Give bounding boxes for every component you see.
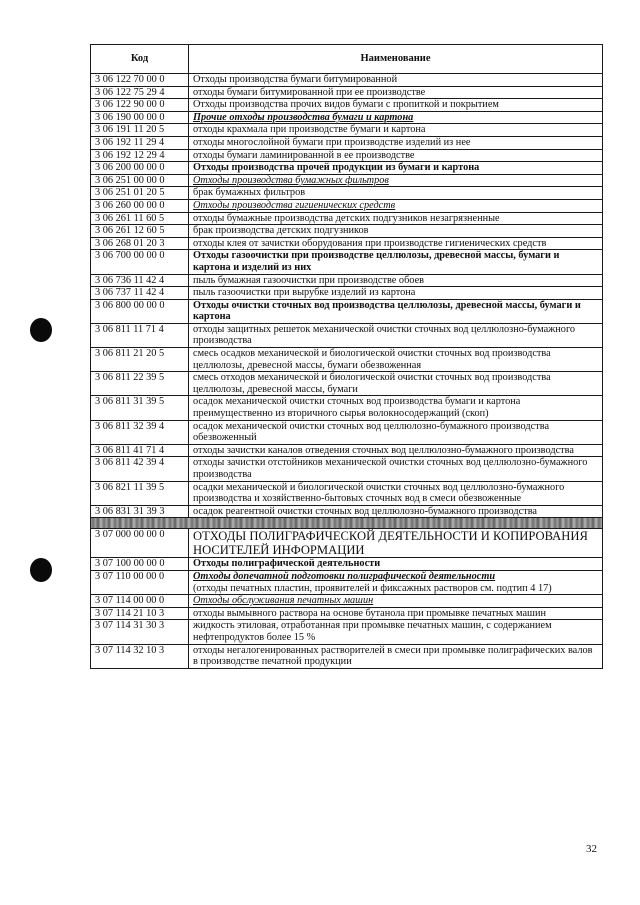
name-cell: Отходы газоочистки при производстве целлюлозы, древесной массы, бумаги и картона и изделий из них bbox=[189, 250, 603, 274]
table-row bbox=[91, 162, 603, 175]
name-cell bbox=[189, 570, 603, 594]
code-cell: 3 06 122 90 00 0 bbox=[91, 99, 189, 112]
code-cell: 3 06 191 11 20 5 bbox=[91, 124, 189, 137]
table-row bbox=[91, 481, 603, 505]
name-note: (отходы печатных пластин, проявителей и фиксажных растворов см. подтип 4 17) bbox=[193, 582, 552, 594]
code-cell: 3 06 821 11 39 5 bbox=[91, 481, 189, 505]
table-row bbox=[91, 299, 603, 323]
waste-codes-table bbox=[90, 44, 603, 669]
name-cell: осадок механической очистки сточных вод целлюлозно-бумажного производства обезвоженный bbox=[189, 420, 603, 444]
code-cell: 3 06 831 31 39 3 bbox=[91, 505, 189, 518]
table-row bbox=[91, 111, 603, 124]
code-cell: 3 06 811 22 39 5 bbox=[91, 372, 189, 396]
table-header-row bbox=[91, 45, 603, 74]
table-row bbox=[91, 396, 603, 420]
code-cell: 3 06 261 11 60 5 bbox=[91, 212, 189, 225]
table-row bbox=[91, 86, 603, 99]
table-row bbox=[91, 570, 603, 594]
name-cell: Отходы производства прочей продукции из бумаги и картона bbox=[189, 162, 603, 175]
code-cell: 3 06 122 70 00 0 bbox=[91, 74, 189, 87]
table-row bbox=[91, 187, 603, 200]
code-cell: 3 06 122 75 29 4 bbox=[91, 86, 189, 99]
table-row bbox=[91, 348, 603, 372]
table-row bbox=[91, 250, 603, 274]
table-row bbox=[91, 274, 603, 287]
code-cell: 3 06 811 21 20 5 bbox=[91, 348, 189, 372]
table-row bbox=[91, 457, 603, 481]
code-cell: 3 07 114 21 10 3 bbox=[91, 607, 189, 620]
punch-hole-top bbox=[30, 318, 52, 342]
name-cell: отходы бумаги ламинированной в ее производстве bbox=[189, 149, 603, 162]
code-cell: 3 07 000 00 00 0 bbox=[91, 529, 189, 558]
name-cell: пыль бумажная газоочистки при производстве обоев bbox=[189, 274, 603, 287]
name-cell: Отходы производства бумажных фильтров bbox=[189, 174, 603, 187]
divider-cell bbox=[91, 518, 603, 529]
table-row bbox=[91, 124, 603, 137]
codes-table-wrapper bbox=[90, 44, 602, 669]
code-cell: 3 07 110 00 00 0 bbox=[91, 570, 189, 594]
punch-hole-bottom bbox=[30, 558, 52, 582]
table-row bbox=[91, 136, 603, 149]
code-cell: 3 06 811 31 39 5 bbox=[91, 396, 189, 420]
table-row bbox=[91, 607, 603, 620]
name-cell: брак производства детских подгузников bbox=[189, 225, 603, 238]
name-cell: отходы клея от зачистки оборудования при производстве гигиенических средств bbox=[189, 237, 603, 250]
code-cell: 3 06 811 11 71 4 bbox=[91, 323, 189, 347]
table-row bbox=[91, 74, 603, 87]
code-cell: 3 07 100 00 00 0 bbox=[91, 558, 189, 571]
name-cell: Отходы производства гигиенических средств bbox=[189, 199, 603, 212]
name-cell: Отходы производства прочих видов бумаги с пропиткой и покрытием bbox=[189, 99, 603, 112]
code-cell: 3 06 200 00 00 0 bbox=[91, 162, 189, 175]
name-cell: Отходы производства бумаги битумированной bbox=[189, 74, 603, 87]
code-cell: 3 06 800 00 00 0 bbox=[91, 299, 189, 323]
code-cell: 3 06 811 42 39 4 bbox=[91, 457, 189, 481]
table-row bbox=[91, 444, 603, 457]
table-row bbox=[91, 529, 603, 558]
name-cell: осадок реагентной очистки сточных вод целлюлозно-бумажного производства bbox=[189, 505, 603, 518]
name-cell: отходы крахмала при производстве бумаги и картона bbox=[189, 124, 603, 137]
table-row bbox=[91, 558, 603, 571]
table-row bbox=[91, 212, 603, 225]
name-cell: отходы вымывного раствора на основе бутанола при промывке печатных машин bbox=[189, 607, 603, 620]
header-code: Код bbox=[91, 45, 189, 74]
table-row bbox=[91, 225, 603, 238]
name-cell: осадки механической и биологической очистки сточных вод целлюлозно-бумажного производства и хозяйственно-бытовых сточных вод в смеси обезвоженные bbox=[189, 481, 603, 505]
name-cell: Отходы обслуживания печатных машин bbox=[189, 595, 603, 608]
code-cell: 3 06 192 12 29 4 bbox=[91, 149, 189, 162]
code-cell: 3 06 251 01 20 5 bbox=[91, 187, 189, 200]
table-row bbox=[91, 237, 603, 250]
name-cell: осадок механической очистки сточных вод производства бумаги и картона преимущественно из вторичного сырья волокносодержащий (скоп) bbox=[189, 396, 603, 420]
table-row bbox=[91, 620, 603, 644]
name-cell: отходы защитных решеток механической очистки сточных вод целлюлозно-бумажного производства bbox=[189, 323, 603, 347]
table-row bbox=[91, 323, 603, 347]
header-name: Наименование bbox=[189, 45, 603, 74]
code-cell: 3 07 114 32 10 3 bbox=[91, 644, 189, 668]
name-cell: отходы негалогенированных растворителей в смеси при промывке полиграфических валов в производстве печатной продукции bbox=[189, 644, 603, 668]
code-cell: 3 06 260 00 00 0 bbox=[91, 199, 189, 212]
section-divider-band bbox=[91, 518, 603, 529]
table-row bbox=[91, 149, 603, 162]
name-cell: Отходы очистки сточных вод производства целлюлозы, древесной массы, бумаги и картона bbox=[189, 299, 603, 323]
table-row bbox=[91, 595, 603, 608]
name-cell: брак бумажных фильтров bbox=[189, 187, 603, 200]
table-row bbox=[91, 644, 603, 668]
code-cell: 3 07 114 31 30 3 bbox=[91, 620, 189, 644]
code-cell: 3 06 190 00 00 0 bbox=[91, 111, 189, 124]
code-cell: 3 06 811 41 71 4 bbox=[91, 444, 189, 457]
name-cell: отходы бумаги битумированной при ее производстве bbox=[189, 86, 603, 99]
name-cell: пыль газоочистки при вырубке изделий из картона bbox=[189, 287, 603, 300]
name-cell: Прочие отходы производства бумаги и картона bbox=[189, 111, 603, 124]
code-cell: 3 06 700 00 00 0 bbox=[91, 250, 189, 274]
table-row bbox=[91, 505, 603, 518]
code-cell: 3 07 114 00 00 0 bbox=[91, 595, 189, 608]
name-cell: жидкость этиловая, отработанная при промывке печатных машин, с содержанием нефтепродуктов более 15 % bbox=[189, 620, 603, 644]
name-cell: смесь отходов механической и биологической очистки сточных вод производства целлюлозы, древесной массы, бумаги bbox=[189, 372, 603, 396]
code-cell: 3 06 811 32 39 4 bbox=[91, 420, 189, 444]
table-row bbox=[91, 174, 603, 187]
code-cell: 3 06 261 12 60 5 bbox=[91, 225, 189, 238]
name-cell: отходы зачистки отстойников механической очистки сточных вод целлюлозно-бумажного производства bbox=[189, 457, 603, 481]
name-cell: отходы зачистки каналов отведения сточных вод целлюлозно-бумажного производства bbox=[189, 444, 603, 457]
table-row bbox=[91, 287, 603, 300]
name-text: Отходы допечатной подготовки полиграфической деятельности bbox=[193, 570, 496, 582]
page-number: 32 bbox=[586, 843, 597, 855]
code-cell: 3 06 192 11 29 4 bbox=[91, 136, 189, 149]
table-row bbox=[91, 372, 603, 396]
table-row bbox=[91, 420, 603, 444]
code-cell: 3 06 251 00 00 0 bbox=[91, 174, 189, 187]
table-row bbox=[91, 199, 603, 212]
table-row bbox=[91, 99, 603, 112]
name-cell: отходы многослойной бумаги при производстве изделий из нее bbox=[189, 136, 603, 149]
name-cell: смесь осадков механической и биологической очистки сточных вод производства целлюлозы, древесной массы, бумаги обезвоженная bbox=[189, 348, 603, 372]
name-cell: отходы бумажные производства детских подгузников незагрязненные bbox=[189, 212, 603, 225]
code-cell: 3 06 268 01 20 3 bbox=[91, 237, 189, 250]
name-cell: Отходы полиграфической деятельности bbox=[189, 558, 603, 571]
code-cell: 3 06 736 11 42 4 bbox=[91, 274, 189, 287]
name-cell: ОТХОДЫ ПОЛИГРАФИЧЕСКОЙ ДЕЯТЕЛЬНОСТИ И КОПИРОВАНИЯ НОСИТЕЛЕЙ ИНФОРМАЦИИ bbox=[189, 529, 603, 558]
code-cell: 3 06 737 11 42 4 bbox=[91, 287, 189, 300]
